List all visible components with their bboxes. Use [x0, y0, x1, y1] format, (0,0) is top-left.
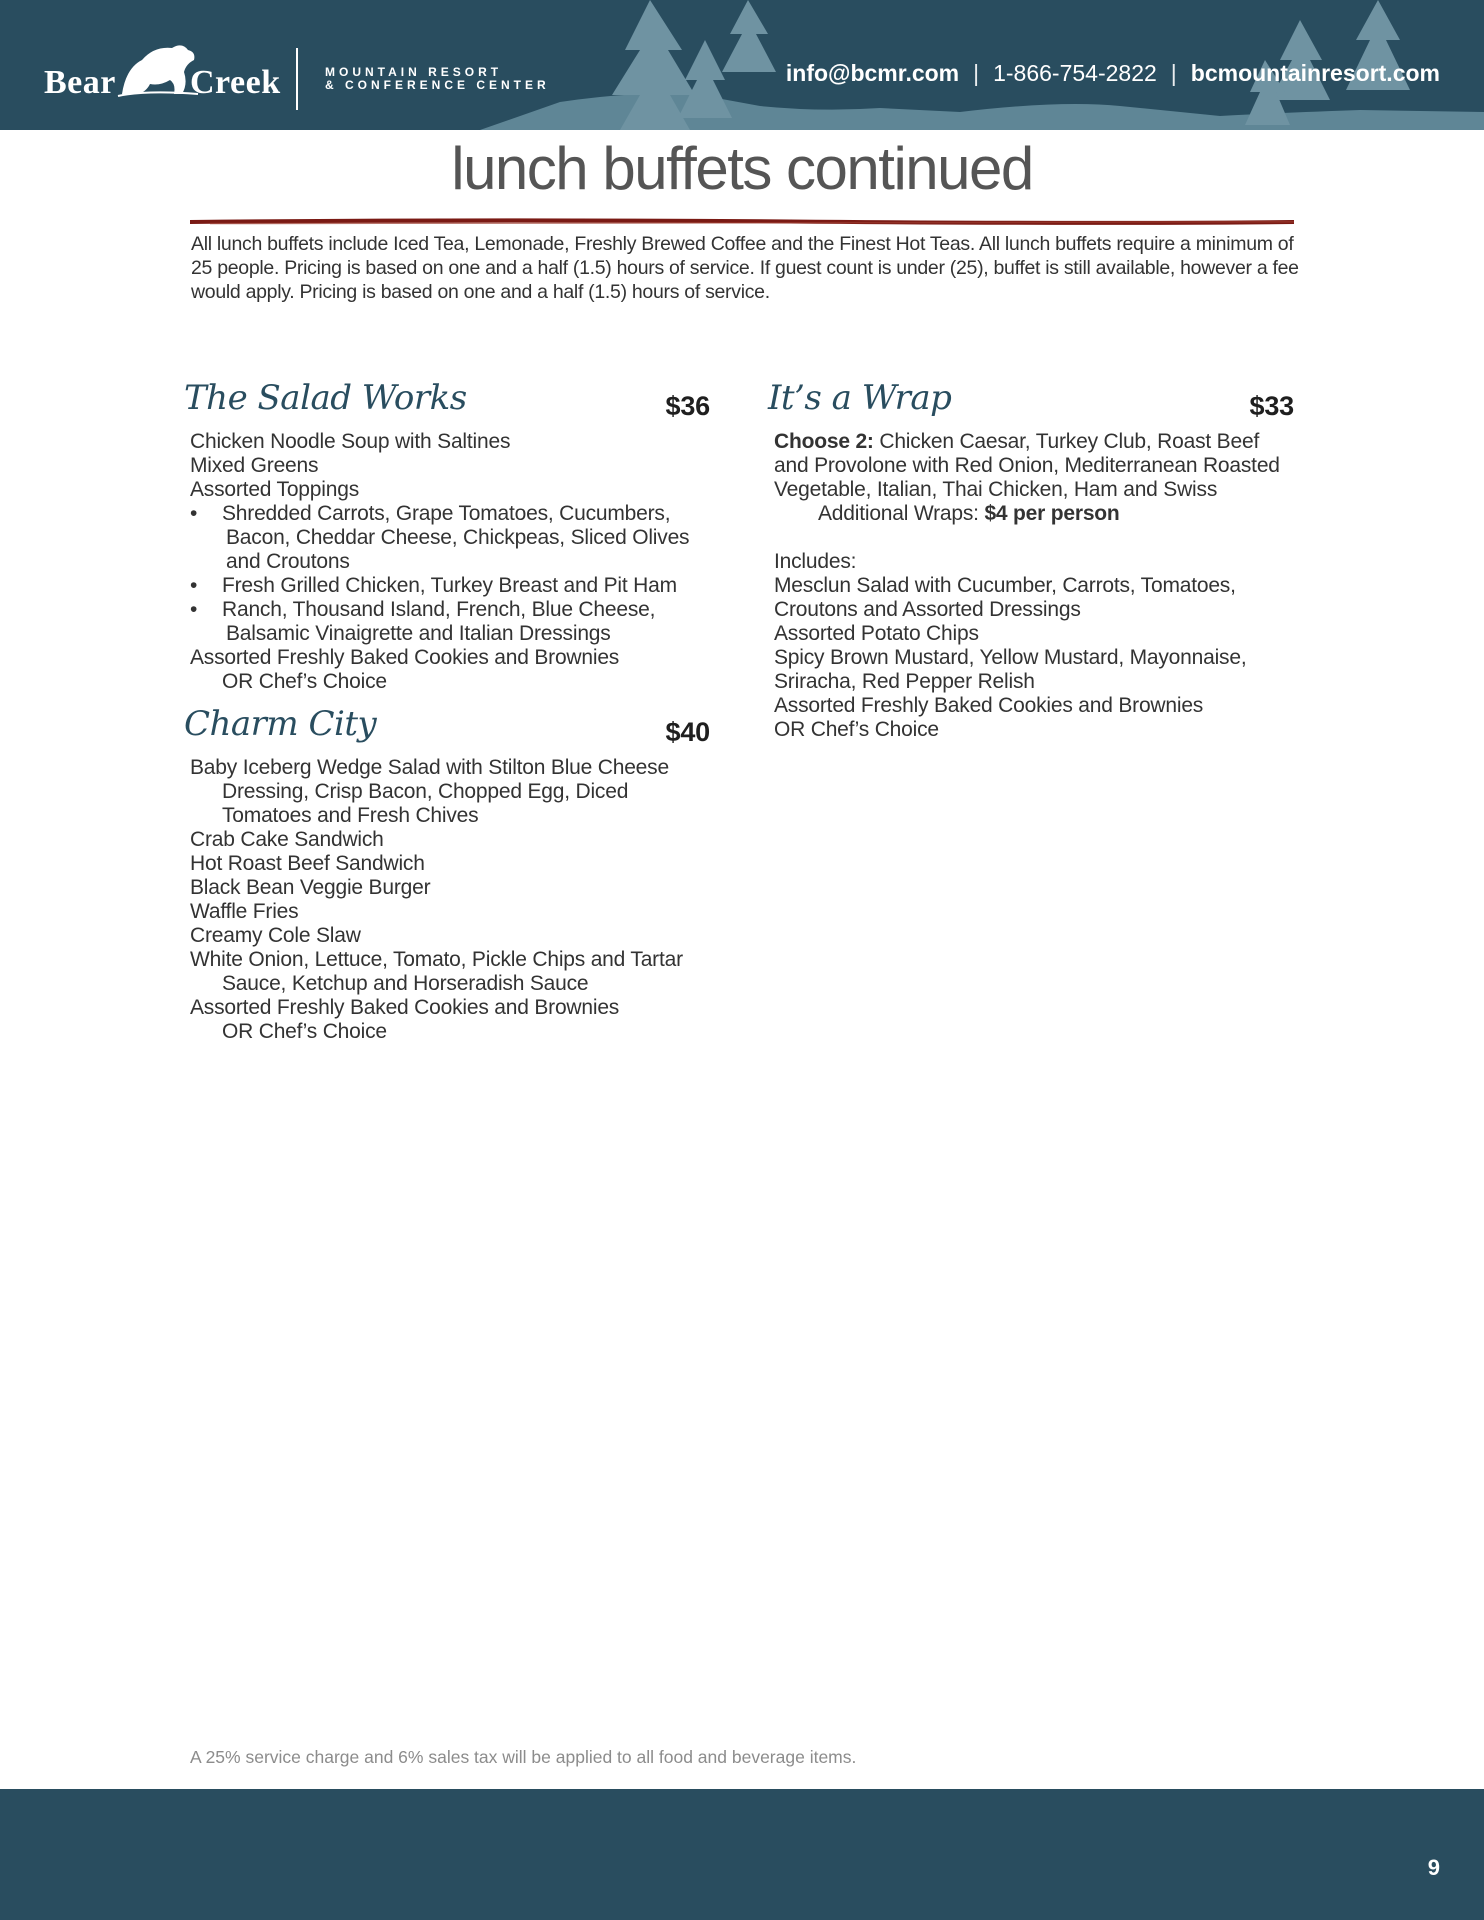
- menu-item: Crab Cake Sandwich: [190, 828, 384, 851]
- menu-item: OR Chef’s Choice: [222, 670, 387, 693]
- service-charge-note: A 25% service charge and 6% sales tax will be applied to all food and beverage items.: [190, 1747, 857, 1767]
- bullet-line: Fresh Grilled Chicken, Turkey Breast and Pit Ham: [222, 574, 677, 597]
- additional-label: Additional Wraps:: [818, 502, 979, 525]
- logo-subtitle-line-2: & CONFERENCE CENTER: [325, 78, 550, 92]
- menu-item: Creamy Cole Slaw: [190, 924, 361, 947]
- menu-item: Assorted Freshly Baked Cookies and Brownies: [190, 646, 620, 669]
- logo-subtitle-line-1: MOUNTAIN RESORT: [325, 65, 503, 79]
- title-rule: [190, 218, 1294, 226]
- topping-bullet: [190, 574, 710, 598]
- salad-works-price: $36: [665, 391, 710, 421]
- bullet-line: and Croutons: [226, 550, 350, 573]
- menu-item-text: Chicken Caesar, Turkey Club, Roast Beef: [879, 430, 1260, 453]
- menu-item: Assorted Potato Chips: [774, 622, 979, 645]
- logo-subtitle: [325, 66, 550, 92]
- contact-separator: |: [1170, 60, 1177, 86]
- bullet-line: Bacon, Cheddar Cheese, Chickpeas, Sliced Olives: [226, 526, 690, 549]
- menu-item: Sauce, Ketchup and Horseradish Sauce: [222, 972, 589, 995]
- left-menu-column: [184, 378, 710, 1044]
- bullet-line: Balsamic Vinaigrette and Italian Dressings: [226, 622, 611, 645]
- menu-item: Croutons and Assorted Dressings: [774, 598, 1081, 621]
- wrap-price: $33: [1249, 391, 1294, 421]
- contact-separator: |: [973, 60, 980, 86]
- additional-price: $4 per person: [984, 502, 1120, 525]
- menu-item: Dressing, Crisp Bacon, Chopped Egg, Diced: [222, 780, 629, 803]
- menu-item: Spicy Brown Mustard, Yellow Mustard, Mayonnaise,: [774, 646, 1247, 669]
- salad-works-header: [184, 378, 710, 430]
- charm-city-price: $40: [665, 717, 710, 747]
- additional-wraps: [774, 502, 1294, 526]
- menu-item: Hot Roast Beef Sandwich: [190, 852, 425, 875]
- menu-item: Mesclun Salad with Cucumber, Carrots, Tomatoes,: [774, 574, 1236, 597]
- menu-item: Chicken Noodle Soup with Saltines: [190, 430, 511, 453]
- charm-city-title: Charm City: [184, 704, 377, 744]
- includes-label: Includes:: [774, 550, 857, 573]
- menu-item: Mixed Greens: [190, 454, 319, 477]
- menu-item: Waffle Fries: [190, 900, 299, 923]
- page-title: lunch buffets continued: [451, 135, 1033, 202]
- right-menu-column: [768, 378, 1294, 742]
- menu-item: Baby Iceberg Wedge Salad with Stilton Blue Cheese: [190, 756, 669, 779]
- menu-item: OR Chef’s Choice: [774, 718, 939, 741]
- logo-word-creek: Creek: [190, 64, 281, 101]
- bear-creek-logo: [44, 38, 284, 108]
- contact-info: [786, 60, 1440, 87]
- logo-word-bear: Bear: [44, 64, 116, 101]
- bear-icon: [116, 38, 200, 98]
- header-banner: [0, 0, 1484, 130]
- choose-label: Choose 2:: [774, 430, 874, 453]
- bullet-line: Shredded Carrots, Grape Tomatoes, Cucumbers,: [222, 502, 671, 525]
- menu-item: Black Bean Veggie Burger: [190, 876, 431, 899]
- bullet-line: Ranch, Thousand Island, French, Blue Cheese,: [222, 598, 656, 621]
- menu-item: Assorted Toppings: [190, 478, 359, 501]
- footer-band: [0, 1789, 1484, 1920]
- logo-divider: [296, 48, 298, 110]
- menu-item: Sriracha, Red Pepper Relish: [774, 670, 1035, 693]
- phone-number[interactable]: 1-866-754-2822: [993, 60, 1157, 86]
- charm-city-header: [184, 704, 710, 756]
- website-link[interactable]: bcmountainresort.com: [1190, 60, 1440, 86]
- menu-item: OR Chef’s Choice: [222, 1020, 387, 1043]
- menu-item: Assorted Freshly Baked Cookies and Brownies: [190, 996, 620, 1019]
- page-number: 9: [1427, 1855, 1440, 1880]
- salad-works-title: The Salad Works: [184, 378, 467, 418]
- topping-bullet: [190, 502, 710, 574]
- menu-item: Assorted Freshly Baked Cookies and Brownies: [774, 694, 1204, 717]
- menu-item: [774, 430, 1294, 454]
- menu-item: and Provolone with Red Onion, Mediterranean Roasted: [774, 454, 1280, 477]
- wrap-title: It’s a Wrap: [768, 378, 952, 418]
- menu-item: White Onion, Lettuce, Tomato, Pickle Chips and Tartar: [190, 948, 683, 971]
- menu-item: Tomatoes and Fresh Chives: [222, 804, 479, 827]
- email-link[interactable]: info@bcmr.com: [785, 60, 960, 86]
- topping-bullet: [190, 598, 710, 646]
- intro-paragraph: All lunch buffets include Iced Tea, Lemonade, Freshly Brewed Coffee and the Finest Hot Teas. All lunch buffets require a minimum of 25 people. Pricing is based on one and a half (1.5) hours of service. If guest count is under (25), buffet is still available, however a fee would apply. Pricing is based on one and a half (1.5) hours of service.: [191, 233, 1299, 303]
- wrap-header: [768, 378, 1294, 430]
- menu-item: Vegetable, Italian, Thai Chicken, Ham and Swiss: [774, 478, 1218, 501]
